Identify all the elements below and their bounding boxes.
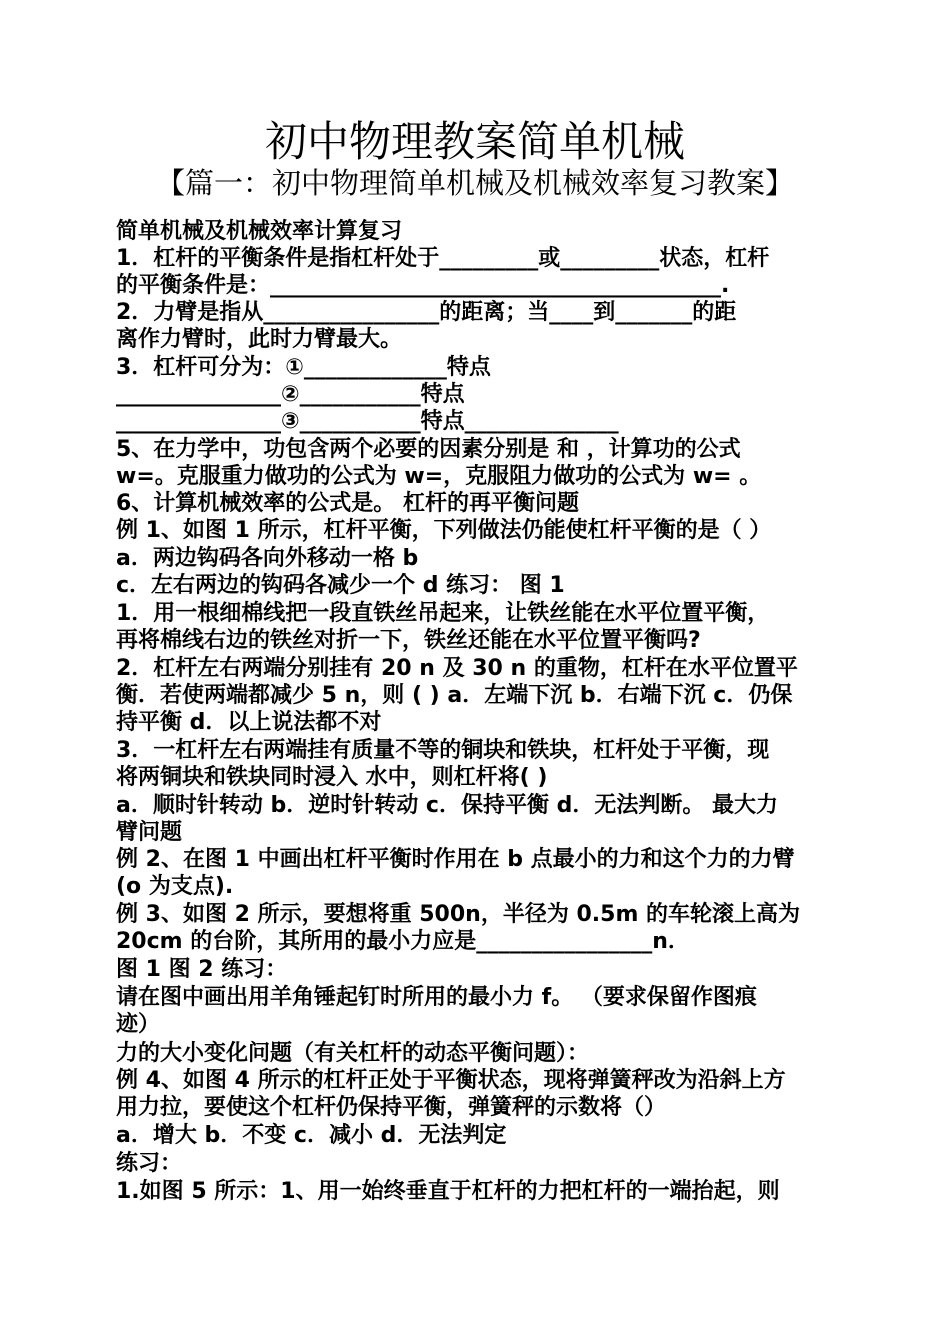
- text-line: 2．杠杆左右两端分别挂有 20 n 及 30 n 的重物，杠杆在水平位置平: [116, 656, 798, 681]
- text-line: 例 1、如图 1 所示，杠杆平衡，下列做法仍能使杠杆平衡的是（ ）: [116, 518, 772, 543]
- text-line: 3．一杠杆左右两端挂有质量不等的铜块和铁块，杠杆处于平衡，现: [116, 738, 770, 763]
- text-line: 1．杠杆的平衡条件是指杠杆处于_________或_________状态，杠杆: [116, 246, 770, 271]
- text-line: a．增大 b．不变 c．减小 d．无法判定: [116, 1123, 507, 1148]
- text-line: _______________②___________特点: [116, 382, 465, 407]
- text-line: 练习：: [116, 1151, 183, 1176]
- text-line: 的平衡条件是：_________________________________________.: [116, 273, 730, 298]
- text-line: 简单机械及机械效率计算复习: [116, 219, 403, 244]
- text-line: (o 为支点).: [116, 874, 234, 899]
- document-subtitle: 【篇一：初中物理简单机械及机械效率复习教案】: [155, 166, 794, 200]
- text-line: a．两边钩码各向外移动一格 b: [116, 546, 419, 571]
- text-line: 请在图中画出用羊角锤起钉时所用的最小力 f。 （要求保留作图痕: [116, 985, 757, 1010]
- document-title: 初中物理教案简单机械: [264, 117, 685, 166]
- text-line: 用力拉，要使这个杠杆仍保持平衡，弹簧秤的示数将（）: [116, 1095, 667, 1120]
- text-line: a．顺时针转动 b．逆时针转动 c．保持平衡 d．无法判断。 最大力: [116, 793, 779, 818]
- text-line: 臂问题: [116, 820, 183, 845]
- text-line: c．左右两边的钩码各减少一个 d 练习： 图 1: [116, 573, 565, 598]
- text-line: 例 2、在图 1 中画出杠杆平衡时作用在 b 点最小的力和这个力的力臂: [116, 847, 795, 872]
- text-line: 6、计算机械效率的公式是。 杠杆的再平衡问题: [116, 491, 579, 516]
- text-line: 迹）: [116, 1012, 161, 1037]
- text-line: 例 4、如图 4 所示的杠杆正处于平衡状态，现将弹簧秤改为沿斜上方: [116, 1068, 786, 1093]
- text-line: 持平衡 d．以上说法都不对: [116, 710, 382, 735]
- text-line: w=。克服重力做功的公式为 w=，克服阻力做功的公式为 w= 。: [116, 464, 762, 489]
- text-line: 2．力臂是指从________________的距离；当____到_______的距: [116, 300, 737, 325]
- text-line: 图 1 图 2 练习：: [116, 957, 288, 982]
- text-line: 离作力臂时，此时力臂最大。: [116, 327, 403, 352]
- text-line: _______________③___________特点______________: [116, 409, 619, 434]
- text-line: 3．杠杆可分为：①_____________特点: [116, 355, 491, 380]
- text-line: 衡．若使两端都减少 5 n，则 ( ) a．左端下沉 b．右端下沉 c．仍保: [116, 683, 793, 708]
- text-line: 5、在力学中，功包含两个必要的因素分别是 和 ，计算功的公式: [116, 437, 741, 462]
- text-line: 将两铜块和铁块同时浸入 水中，则杠杆将( ): [116, 765, 548, 790]
- text-line: 1．用一根细棉线把一段直铁丝吊起来，让铁丝能在水平位置平衡，: [116, 601, 770, 626]
- text-line: 20cm 的台阶，其所用的最小力应是________________n．: [116, 929, 690, 954]
- text-line: 再将棉线右边的铁丝对折一下，铁丝还能在水平位置平衡吗?: [116, 628, 701, 653]
- text-line: 力的大小变化问题（有关杠杆的动态平衡问题）：: [116, 1041, 590, 1066]
- text-line: 1.如图 5 所示：1、用一始终垂直于杠杆的力把杠杆的一端抬起，则: [116, 1179, 780, 1204]
- text-line: 例 3、如图 2 所示，要想将重 500n，半径为 0.5m 的车轮滚上高为: [116, 902, 801, 927]
